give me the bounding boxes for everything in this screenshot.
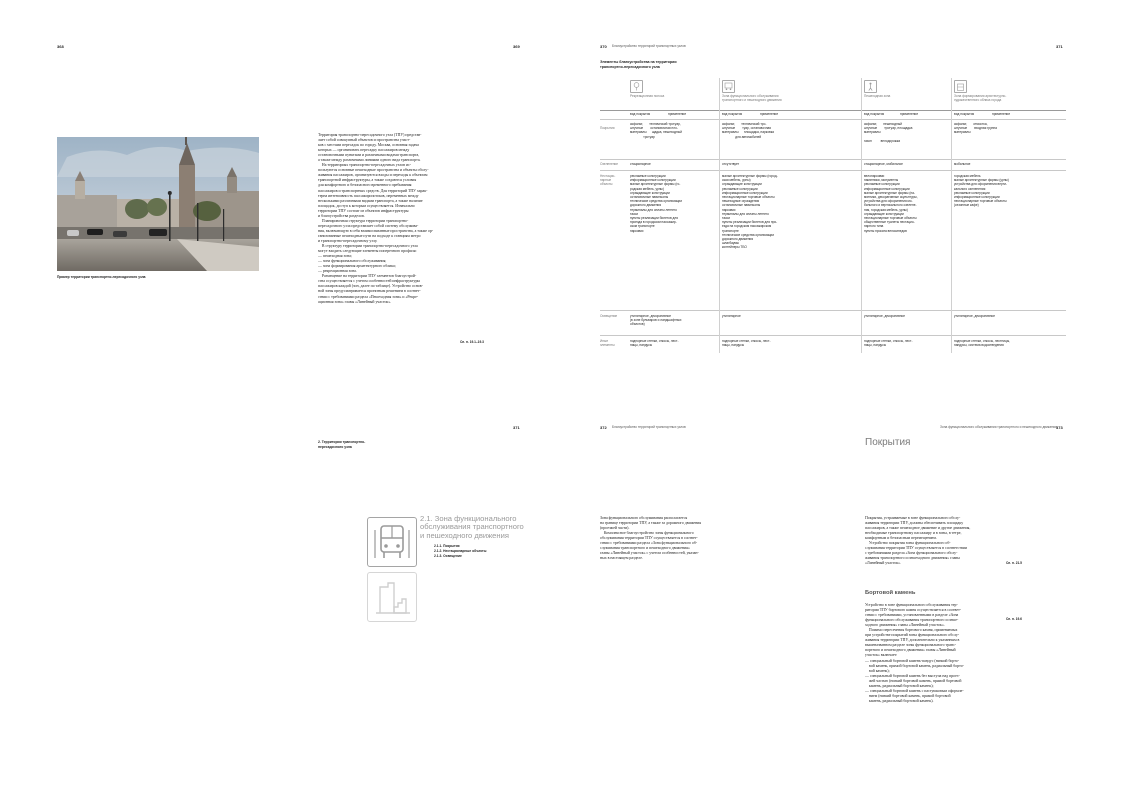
table-cell: асфальт, технический тро- штучные туар, остановочная материалы площадка, парковка для автомобилей	[722, 122, 774, 139]
subheader: применение	[992, 112, 1011, 116]
text-line: транспортной инфраструктуры, а также создаются условия	[318, 178, 417, 183]
margin-note: Сп. п. 19.1–19.3	[460, 340, 484, 344]
subheader: применение	[900, 112, 919, 116]
text-line: ационная зона» главы «Линейный участок».	[318, 299, 392, 304]
table-cell: стационарное, мобильное	[864, 162, 903, 166]
text-line: живания транспортного и пешеходного движения» главы	[865, 556, 960, 561]
section-item[interactable]: 2.1.3. Освещение	[434, 554, 462, 559]
building-stairs-icon	[367, 572, 417, 622]
row-label: Озеленение	[600, 162, 619, 166]
text-line: ствии с требованиями раздела «Пешеходная зона» и «Рекре-	[318, 294, 419, 299]
text-line: живания территории ТПУ, дополнительно к указанным в	[865, 638, 960, 643]
table-cell: велопарковки памятники, монументы рекламные конструкции информационные конструкции малые архитектурные формы (па- мятники, декоративные скульптуры, устройства для оформления мо- бильного и вертикального озелене- ния, городская мебель, урны) ограждающие конструкции нестационарные торговые объекты общественные туалеты нестацио- нарного типа пункты проката велосипедов	[864, 174, 918, 233]
text-line: пересадочного узла представляет собой систему обслужива-	[318, 223, 419, 228]
text-line: Размещение на территории ТПУ элементов благоустрой-	[318, 274, 417, 279]
text-line: Покрытия, устраиваемые в зоне функционального обслу-	[865, 516, 961, 520]
text-line: Помимо пересечения бортового камня, применяемых	[865, 628, 958, 633]
text-line: камень, радиальный бортовой камень);	[865, 683, 934, 688]
text-line: портного и пешеходного движения» главы «Линейный	[865, 648, 956, 653]
table-cell: утилитарное, декоративное (в зоне бульваров и ландшафтных объектов)	[630, 314, 682, 327]
table-cell: малые архитектурные формы (город- ская мебель, урны) ограждающие конструкции рекламные конструкции информационные конструкции нестационарные торговые объекты пешеходные ограждения остановочные павильоны парковки терминалы для оплаты летнего такси пункты реализации билетов для про- езда на городском пассажирском транспорте технические средства организации дорожного движения шлагбаумы контейнеры ТБО	[722, 174, 778, 250]
text-line: Устройство в зоне функционального обслуживания тер-	[865, 603, 958, 607]
running-header: Благоустройство территорий транспортных узлов	[612, 44, 686, 48]
table-cell: отсутствует	[722, 162, 740, 166]
text-line: Зона функционального обслуживания располагается	[600, 516, 688, 520]
table-cell: утилитарное, декоративное	[864, 314, 906, 318]
body-text	[865, 603, 964, 704]
text-line: Устройство покрытия зоны функционального об-	[865, 541, 951, 546]
text-line: с требованиями раздела «Зона функционального обслу-	[865, 551, 958, 556]
table-cell: мобильное	[954, 162, 971, 166]
text-line: служивания транспортного и пешеходного движения»	[600, 546, 690, 551]
text-line: остановочными пунктами и различными видами транспорта,	[318, 153, 420, 158]
bus-stop-icon	[722, 80, 735, 93]
text-line: В структуру территории транспортно-пересадочного узла	[318, 244, 418, 249]
text-line: ния, включающую в себя взаимосвязанные пространства, а также ор-	[318, 228, 434, 233]
table-cell: подпорные стенки, откосы, лест- ницы, пандусы	[864, 339, 913, 348]
table-cell: подпорные стенки, откосы, лест- ницы, пандусы	[630, 339, 679, 348]
text-line: живания пассажиров, организуются входы и переходы к объектам	[318, 173, 428, 178]
column-divider	[951, 78, 952, 353]
text-line: — специальный бортовой камень без выступа над проез-	[865, 673, 960, 678]
text-line: ства осуществляется с учетом особенностей инфраструктуры	[318, 279, 421, 284]
page-number: 371	[513, 425, 520, 430]
column-header: Зона функционального обслуживания транспортного и пешеходного движения	[722, 94, 782, 103]
text-line: ствии с требованиями раздела «Зона функционального об-	[600, 541, 698, 546]
page-number: 370	[600, 44, 607, 49]
text-line: ляет собой совокупный объектов и пространства участ-	[318, 138, 411, 143]
column-header: Рекреационная полоса	[630, 94, 665, 98]
text-line: служивания территории ТПУ осуществляется в соответствии	[865, 546, 967, 551]
page-number: 373	[1056, 425, 1063, 430]
page-heading: Покрытия	[865, 437, 911, 448]
text-line: (проезжей части).	[600, 526, 630, 531]
subheader: вид покрытия	[630, 112, 651, 116]
text-line: ных в настоящем разделе.	[600, 556, 643, 561]
building-facade-icon	[954, 80, 967, 93]
row-label: Покрытия	[600, 126, 615, 130]
table-cell: подпорные стенки, откосы, лестницы, пандусы, система водоотведения	[954, 339, 1011, 348]
text-line: ганизованные пешеходные пути на подходе к станциям метро	[318, 233, 421, 238]
text-line: На территориях транспортно-пересадочных узлов ис-	[318, 163, 412, 168]
table-cell: стационарное	[630, 162, 651, 166]
table-rule	[600, 310, 1066, 311]
text-line: ходного движения» главы «Линейный участок».	[865, 623, 945, 628]
subheader: вид покрытия	[864, 112, 885, 116]
table-cell: подпорные стенки, откосы, лест- ницы, пандусы	[722, 339, 771, 348]
text-line: территории ТПУ состоят из объектов инфраструктуры	[318, 208, 409, 213]
station-photo	[57, 137, 259, 271]
text-line: вышеназванном разделе зоны функционального транс-	[865, 643, 957, 648]
column-divider	[861, 78, 862, 353]
text-line: для комфортного и безопасного временного пребывания	[318, 183, 412, 188]
text-line: и транспортно-пересадочному узлу.	[318, 238, 378, 243]
text-line: камень, радиальный бортовой камень).	[865, 698, 934, 703]
text-line: Планировочная структура территории транспортно-	[318, 218, 409, 223]
row-label: Освещение	[600, 314, 618, 318]
text-line: ков с местами пересадок по городу. Москва, основная задача	[318, 143, 419, 148]
text-line: пользуются основные пешеходные пространства и объекты обслу-	[318, 168, 429, 173]
recreation-icon	[630, 80, 643, 93]
chapter-title: 2. Территории транспортно- пересадочного узла	[318, 440, 366, 449]
text-line: ной зоны предусматривается проектным решением в соответ-	[318, 289, 421, 294]
table-rule	[600, 170, 1066, 171]
table-cell: утилитарное	[722, 314, 741, 318]
text-line: комфортным и безопасным перемещением.	[865, 536, 937, 541]
text-line: терна интенсивность пассажиропотоков, переменных между	[318, 193, 419, 198]
pedestrian-icon	[864, 80, 877, 93]
bus-stop-icon	[367, 517, 417, 567]
row-label: Нестацио- нарные объекты	[600, 174, 616, 187]
subheader: применение	[668, 112, 687, 116]
subheader: вид покрытия	[722, 112, 743, 116]
text-line: — специальный бортовой камень-пандус (низкий борто-	[865, 658, 960, 663]
text-line: — зона формирования архитектурного облика;	[318, 264, 396, 269]
text-line: вой камень);	[865, 668, 890, 673]
page-number: 372	[600, 425, 607, 430]
table-rule	[600, 110, 1066, 111]
text-line: а также между различными линиями одного вида транспорта.	[318, 158, 421, 163]
text-line: пассажиров, а также пешеходное движение и другие движения,	[865, 526, 971, 531]
text-line: — специальный бортовой камень с пастушковым оформле-	[865, 688, 964, 693]
text-line: нием (низкий бортовой камень, прямой бортовой	[865, 693, 951, 698]
text-line: — пешеходная зона;	[318, 254, 352, 259]
running-header: Благоустройство территорий транспортных узлов	[612, 425, 686, 429]
body-text	[865, 516, 970, 566]
photo-caption: Пример территории транспортно-пересадочного узла	[57, 275, 146, 279]
text-line: участок» включает:	[865, 653, 898, 658]
margin-note: Сп. п. 21.5	[1006, 561, 1022, 565]
section-item[interactable]: 2.1.2. Нестационарные объекты	[434, 549, 487, 554]
column-header: Пешеходная зона	[864, 94, 891, 98]
text-line: вой камень, прямой бортовой камень, радиальный борто-	[865, 663, 964, 668]
page-number: 371	[1056, 44, 1063, 49]
text-line: необходимые транспортному пассажиру и в зоны, в тетре,	[865, 531, 962, 536]
text-line: на границе территории ТПУ, а также за дорожного движения	[600, 521, 702, 526]
text-line: Комплексное благоустройство зоны функционального	[600, 531, 694, 536]
text-line: главы «Линейный участок» с учетом особенностей, указан-	[600, 551, 699, 556]
elements-table	[600, 78, 1066, 358]
table-cell: асфальт, отмостка, штучные входная группа материалы	[954, 122, 997, 135]
text-line: ствии с требованиями, установленными в разделе «Зона	[865, 613, 959, 618]
subheading: Бортовой камень	[865, 590, 916, 596]
section-title: 2.1. Зона функционального обслуживания транспортного и пешеходного движения	[420, 514, 524, 540]
margin-note: Сп. п. 19.6	[1006, 617, 1022, 621]
text-line: функционального обслуживания транспортного и пеше-	[865, 618, 959, 623]
text-line: ритории ТПУ бортового камня осуществляется в соответ-	[865, 608, 962, 613]
table-cell: асфальт, пешеходный штучные тротуар, площадка материалы газон велодорожка	[864, 122, 913, 143]
text-line: и благоустройства разделов.	[318, 213, 365, 218]
text-line: пассажиров каждой (зон, далее по таблице). Устройство основ-	[318, 284, 423, 289]
column-divider	[719, 78, 720, 353]
body-text	[318, 133, 433, 305]
section-contents	[434, 544, 486, 559]
subheader: применение	[760, 112, 779, 116]
row-label: Иные элементы	[600, 339, 615, 348]
text-line: которых — организовать пересадку пассажиров между	[318, 148, 410, 153]
section-item[interactable]: 2.1.1. Покрытия	[434, 544, 460, 548]
text-line: жей частью (низкий бортовой камень, прямой бортовой	[865, 678, 962, 683]
subheader: вид покрытия	[954, 112, 975, 116]
table-cell: городская мебель малые архитектурные формы (урны) устройства для оформления верти- кального озеленения рекламные конструкции информационные конструкции нестационарные торговые объекты (сезонные кафе)	[954, 174, 1009, 208]
table-rule	[600, 159, 1066, 160]
text-line: при устройстве покрытий зоны функционального обслу-	[865, 633, 960, 638]
table-cell: асфальт, технический тротуар, штучные остановочная пло- материалы щадка, пешеходный тротуар	[630, 122, 682, 139]
text-line: пассажиров и транспортных средств. Для территорий ТПУ харак-	[318, 188, 428, 193]
table-rule	[600, 335, 1066, 336]
table-rule	[600, 119, 1066, 120]
table-cell: утилитарное, декоративное	[954, 314, 996, 318]
table-title: Элементы благоустройства на территории транспортно-пересадочного узла	[600, 60, 677, 69]
column-header: Зона формирования архитектурно- художественного облика города	[954, 94, 1007, 103]
body-text	[600, 516, 701, 561]
running-header: Зона функционального обслуживания транспортного и пешеходного движения	[940, 425, 1057, 429]
text-line: Территория транспортно-пересадочного узла (ТПУ) представ-	[318, 133, 422, 137]
text-line: — рекреационная зона.	[318, 269, 357, 274]
text-line: живания территории ТПУ, должны обеспечивать площадку	[865, 521, 964, 526]
page-number: 369	[513, 44, 520, 49]
text-line: — зона функционального обслуживания;	[318, 259, 387, 264]
text-line: обслуживания территории ТПУ осуществляется в соответ-	[600, 536, 698, 541]
text-line: могут входить следующие элементы поперечного профиля:	[318, 249, 417, 254]
text-line: площадок, доступ к которым осуществляется. Изначально	[318, 203, 415, 208]
page-number: 368	[57, 44, 64, 49]
text-line: «Линейный участок».	[865, 561, 902, 566]
table-cell: рекламные конструкции информационные конструкции малые архитектурные формы (го- родская мебель, урны) ограждающие конструкции остановочные павильоны технические средства организации дорожного движения терминалы для оплаты летнего такси пункты реализации билетов для проезда в городском пассажир- ском транспорте парковки	[630, 174, 682, 233]
photo-illustration	[57, 137, 259, 271]
text-line: несколькими различными видами транспорта, а также наличие	[318, 198, 423, 203]
